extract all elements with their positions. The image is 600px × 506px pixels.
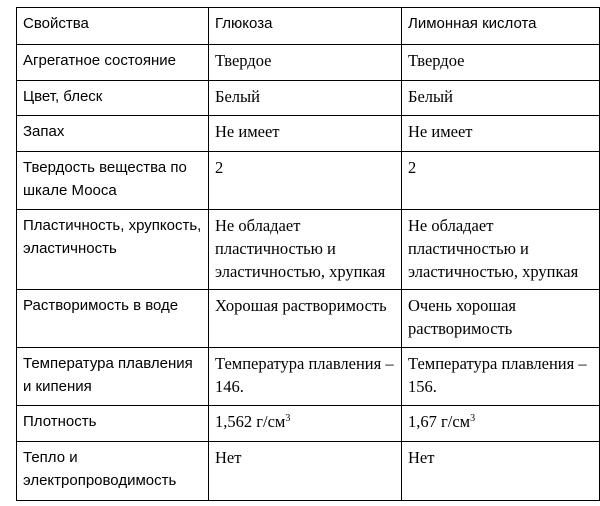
citric-acid-cell: Белый — [402, 81, 600, 116]
cube-superscript: 3 — [470, 413, 476, 424]
table-row — [17, 45, 600, 81]
property-cell: Агрегатное состояние — [17, 45, 209, 81]
citric-acid-cell: Не обладает пластичностью и эластичностью, хрупкая — [402, 210, 600, 290]
glucose-cell — [209, 406, 402, 442]
table-row — [17, 152, 600, 210]
glucose-cell: 2 — [209, 152, 402, 210]
table-row — [17, 406, 600, 442]
citric-acid-cell: Не имеет — [402, 116, 600, 152]
table-row — [17, 290, 600, 348]
properties-table — [16, 7, 600, 501]
citric-acid-cell — [402, 406, 600, 442]
header-properties: Свойства — [17, 8, 209, 45]
header-glucose: Глюкоза — [209, 8, 402, 45]
glucose-cell: Не обладает пластичностью и эластичностью, хрупкая — [209, 210, 402, 290]
citric-acid-density-value: 1,67 г/см — [408, 412, 471, 431]
citric-acid-cell: Очень хорошая растворимость — [402, 290, 600, 348]
citric-acid-cell: Твердое — [402, 45, 600, 81]
glucose-cell: Твердое — [209, 45, 402, 81]
cube-superscript: 3 — [285, 413, 291, 424]
glucose-cell: Температура плавления – 146. — [209, 348, 402, 406]
property-cell: Плотность — [17, 406, 209, 442]
property-cell: Твердость вещества по шкале Мооса — [17, 152, 209, 210]
table-row — [17, 116, 600, 152]
property-cell: Тепло и электропроводимость — [17, 442, 209, 501]
property-cell: Пластичность, хрупкость, эластичность — [17, 210, 209, 290]
glucose-cell: Белый — [209, 81, 402, 116]
table-row — [17, 348, 600, 406]
property-cell: Запах — [17, 116, 209, 152]
table-row — [17, 442, 600, 501]
glucose-cell: Хорошая растворимость — [209, 290, 402, 348]
citric-acid-cell: Температура плавления – 156. — [402, 348, 600, 406]
table-row — [17, 81, 600, 116]
citric-acid-cell: 2 — [402, 152, 600, 210]
table-row — [17, 210, 600, 290]
table-header-row — [17, 8, 600, 45]
citric-acid-cell: Нет — [402, 442, 600, 501]
header-citric-acid: Лимонная кислота — [402, 8, 600, 45]
glucose-density-value: 1,562 г/см — [215, 412, 286, 431]
glucose-cell: Не имеет — [209, 116, 402, 152]
property-cell: Растворимость в воде — [17, 290, 209, 348]
glucose-cell: Нет — [209, 442, 402, 501]
property-cell: Цвет, блеск — [17, 81, 209, 116]
property-cell: Температура плавления и кипения — [17, 348, 209, 406]
